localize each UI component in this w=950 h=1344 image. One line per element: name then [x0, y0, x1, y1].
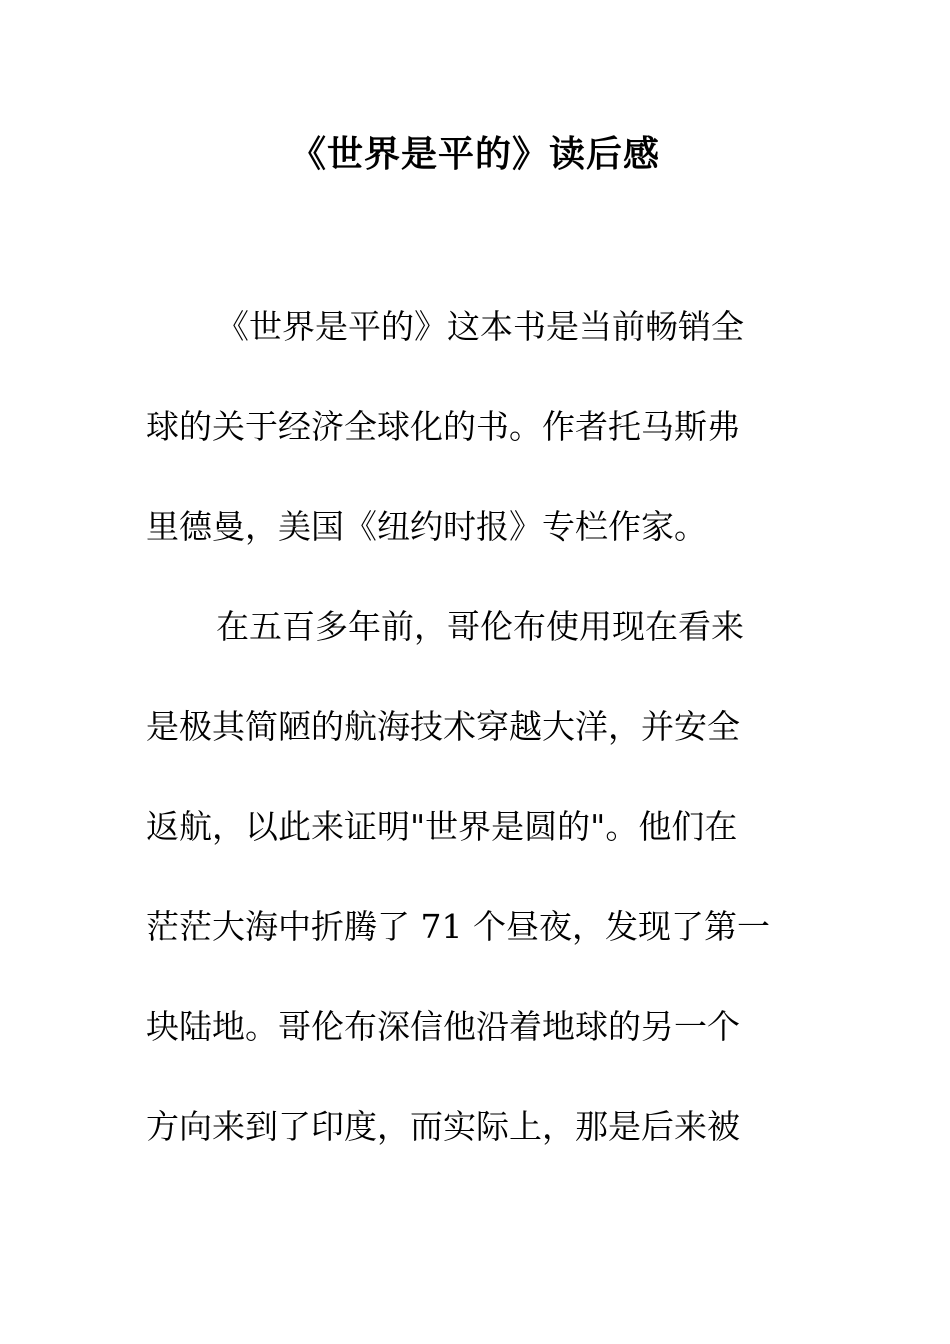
document-title: 《世界是平的》读后感 [289, 133, 660, 175]
paragraph-1-line-2: 球的关于经济全球化的书。作者托马斯弗 [146, 407, 740, 446]
paragraph-2-line-5: 块陆地。哥伦布深信他沿着地球的另一个 [146, 1007, 740, 1046]
paragraph-2-line-3: 返航，以此来证明"世界是圆的"。他们在 [146, 807, 738, 846]
paragraph-2-line-2: 是极其简陋的航海技术穿越大洋，并安全 [146, 707, 740, 746]
paragraph-1-line-3: 里德曼，美国《纽约时报》专栏作家。 [146, 507, 707, 546]
paragraph-2-line-4: 茫茫大海中折腾了 71 个昼夜，发现了第一 [146, 907, 770, 946]
paragraph-2-line-6: 方向来到了印度，而实际上，那是后来被 [146, 1107, 740, 1146]
paragraph-1-line-1: 《世界是平的》这本书是当前畅销全 [216, 307, 744, 346]
paragraph-2-line-1: 在五百多年前，哥伦布使用现在看来 [216, 607, 744, 646]
